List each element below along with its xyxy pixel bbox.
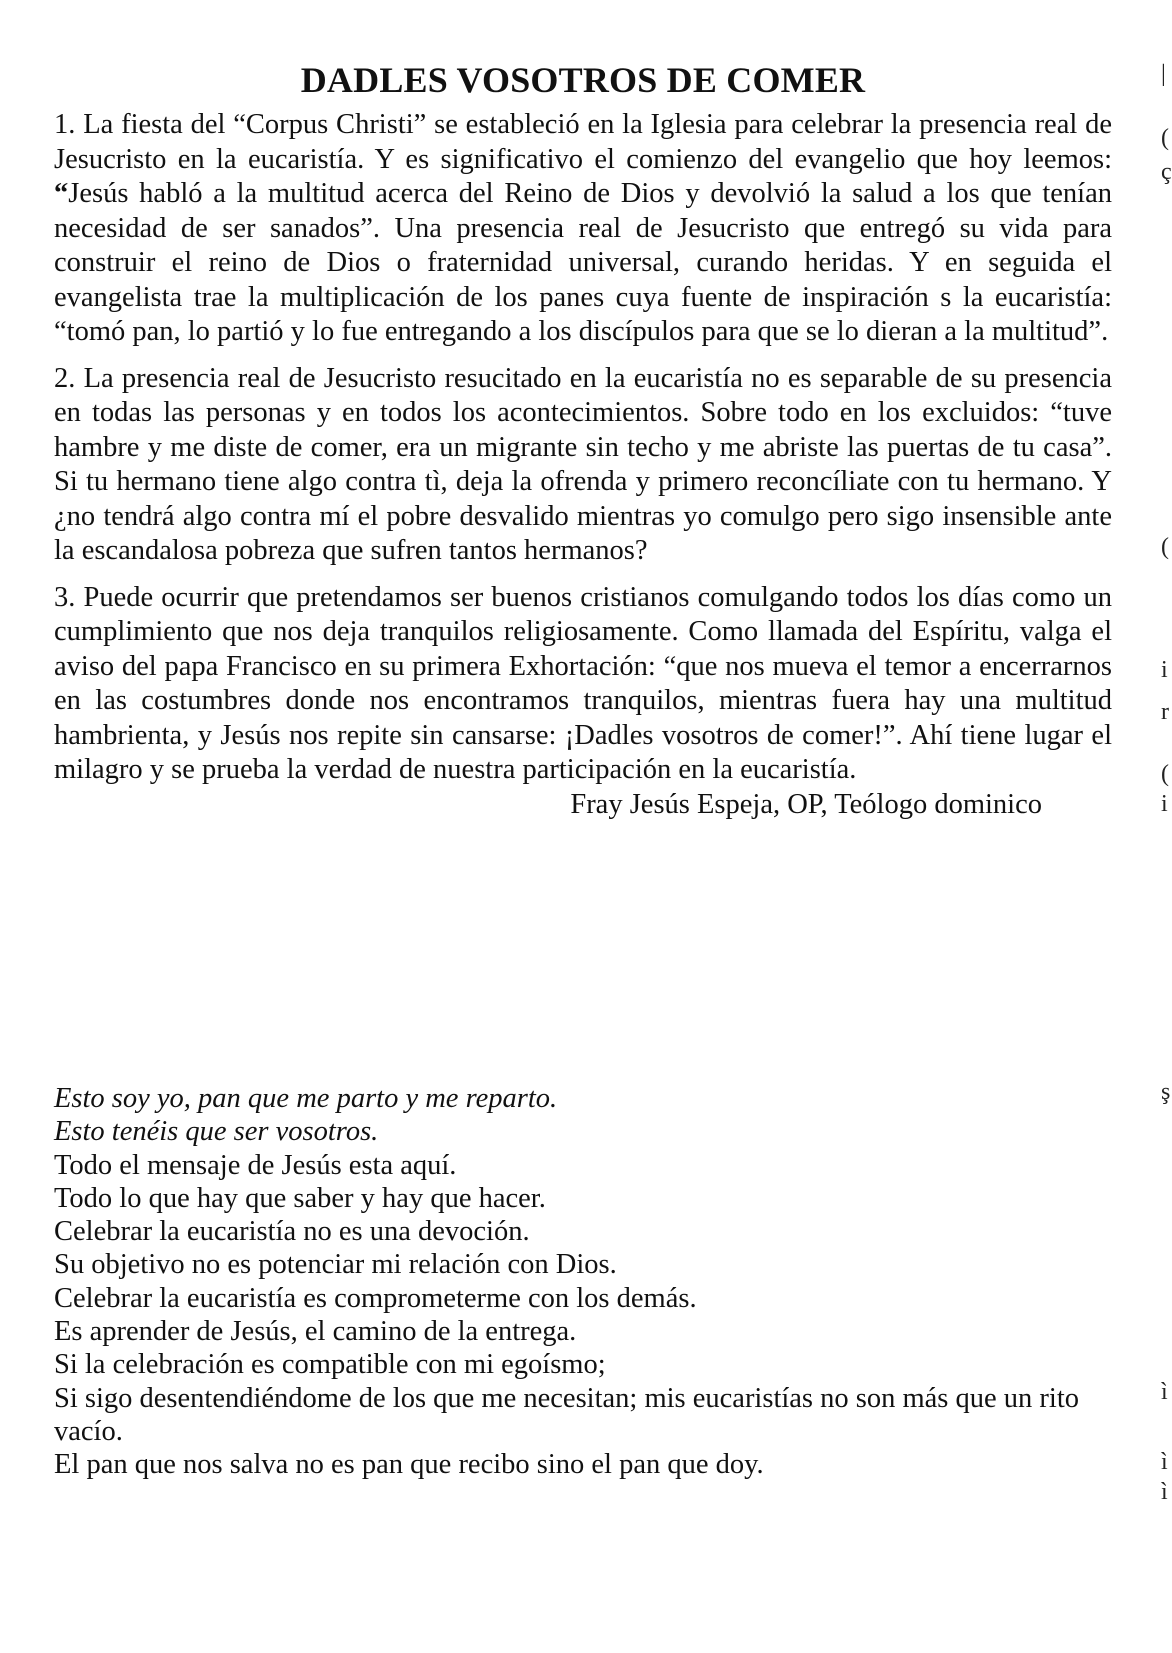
poem-line: Todo el mensaje de Jesús esta aquí. [54, 1149, 457, 1181]
closing-reflection [54, 1082, 1112, 1482]
edge-fragment: ( [1161, 125, 1169, 151]
paragraph-2: 2. La presencia real de Jesucristo resucitado en la eucaristía no es separable de su presencia en todas las personas y en todos los acontecimientos. Sobre todo en los excluidos: “tuve hambre y me diste de comer, era un migrante sin techo y me abriste las puertas de tu casa”. Si tu hermano tiene algo contra tì, deja la ofrenda y primero reconcíliate con tu hermano. Y ¿no tendrá algo contra mí el pobre desvalido mientras yo comulgo pero sigo insensible ante la escandalosa pobreza que sufren tantos hermanos? [54, 362, 1112, 566]
edge-fragment: ( [1161, 761, 1169, 787]
edge-fragment: ì [1161, 1479, 1168, 1505]
edge-fragment: ç [1161, 159, 1172, 185]
poem-line: Celebrar la eucaristía es comprometerme con los demás. [54, 1282, 697, 1314]
edge-fragment: ì [1161, 1449, 1168, 1475]
paragraph-1-bold-quote: “ [54, 178, 69, 209]
edge-fragment: r [1161, 699, 1169, 725]
poem-line: Su objetivo no es potenciar mi relación con Dios. [54, 1249, 617, 1281]
edge-fragment: | [1161, 61, 1166, 87]
paragraph-1-text-b: Jesús habló a la multitud acerca del Reino de Dios y devolvió la salud a los que tenían necesidad de ser sanados”. Una presencia real de Jesucristo que entregó su vida para construir el reino de Dios o fraternidad universal, curando heridas. Y en seguida el evangelista trae la multiplicación de los panes cuya fuente de inspiración s la eucaristía: “tomó pan, lo partió y lo fue entregando a los discípulos para que se lo dieran a la multitud”. [54, 178, 1112, 347]
author-signature: Fray Jesús Espeja, OP, Teólogo dominico [570, 788, 1042, 820]
poem-line: Celebrar la eucaristía no es una devoción. [54, 1216, 530, 1248]
edge-fragment: ( [1161, 534, 1169, 560]
poem-line: Esto tenéis que ser vosotros. [54, 1116, 379, 1148]
poem-line: El pan que nos salva no es pan que recibo sino el pan que doy. [54, 1449, 764, 1481]
poem-line: Esto soy yo, pan que me parto y me reparto. [54, 1083, 558, 1114]
edge-fragment: i [1161, 657, 1168, 683]
adjacent-page-edge [1159, 0, 1172, 1653]
article [54, 58, 1112, 822]
poem-line: Es aprender de Jesús, el camino de la entrega. [54, 1316, 577, 1348]
paragraph-3: 3. Puede ocurrir que pretendamos ser buenos cristianos comulgando todos los días como un cumplimiento que nos deja tranquilos religiosamente. Como llamada del Espíritu, valga el aviso del papa Francisco en su primera Exhortación: “que nos mueva el temor a encerrarnos en las costumbres donde nos encontramos tranquilos, mientras fuera hay una multitud hambrienta, y Jesús nos repite sin cansarse: ¡Dadles vosotros de comer!”. Ahí tiene lugar el milagro y se prueba la verdad de nuestra participación en la eucaristía. [54, 581, 1112, 785]
paragraph-1 [54, 108, 1112, 350]
poem-line: Si sigo desentendiéndome de los que me necesitan; mis eucaristías no son más que un rito vacío. [54, 1382, 1079, 1447]
poem-line: Todo lo que hay que saber y hay que hacer. [54, 1182, 546, 1214]
paragraph-1-text-a: 1. La fiesta del “Corpus Christi” se estableció en la Iglesia para celebrar la presencia real de Jesucristo en la eucaristía. Y es significativo el comienzo del evangelio que hoy leemos: [54, 109, 1112, 175]
edge-fragment: i [1161, 791, 1168, 817]
edge-fragment: ş [1161, 1079, 1171, 1105]
poem-line: Si la celebración es compatible con mi egoísmo; [54, 1349, 606, 1381]
page-title: DADLES VOSOTROS DE COMER [300, 60, 866, 100]
edge-fragment: ì [1161, 1379, 1168, 1405]
